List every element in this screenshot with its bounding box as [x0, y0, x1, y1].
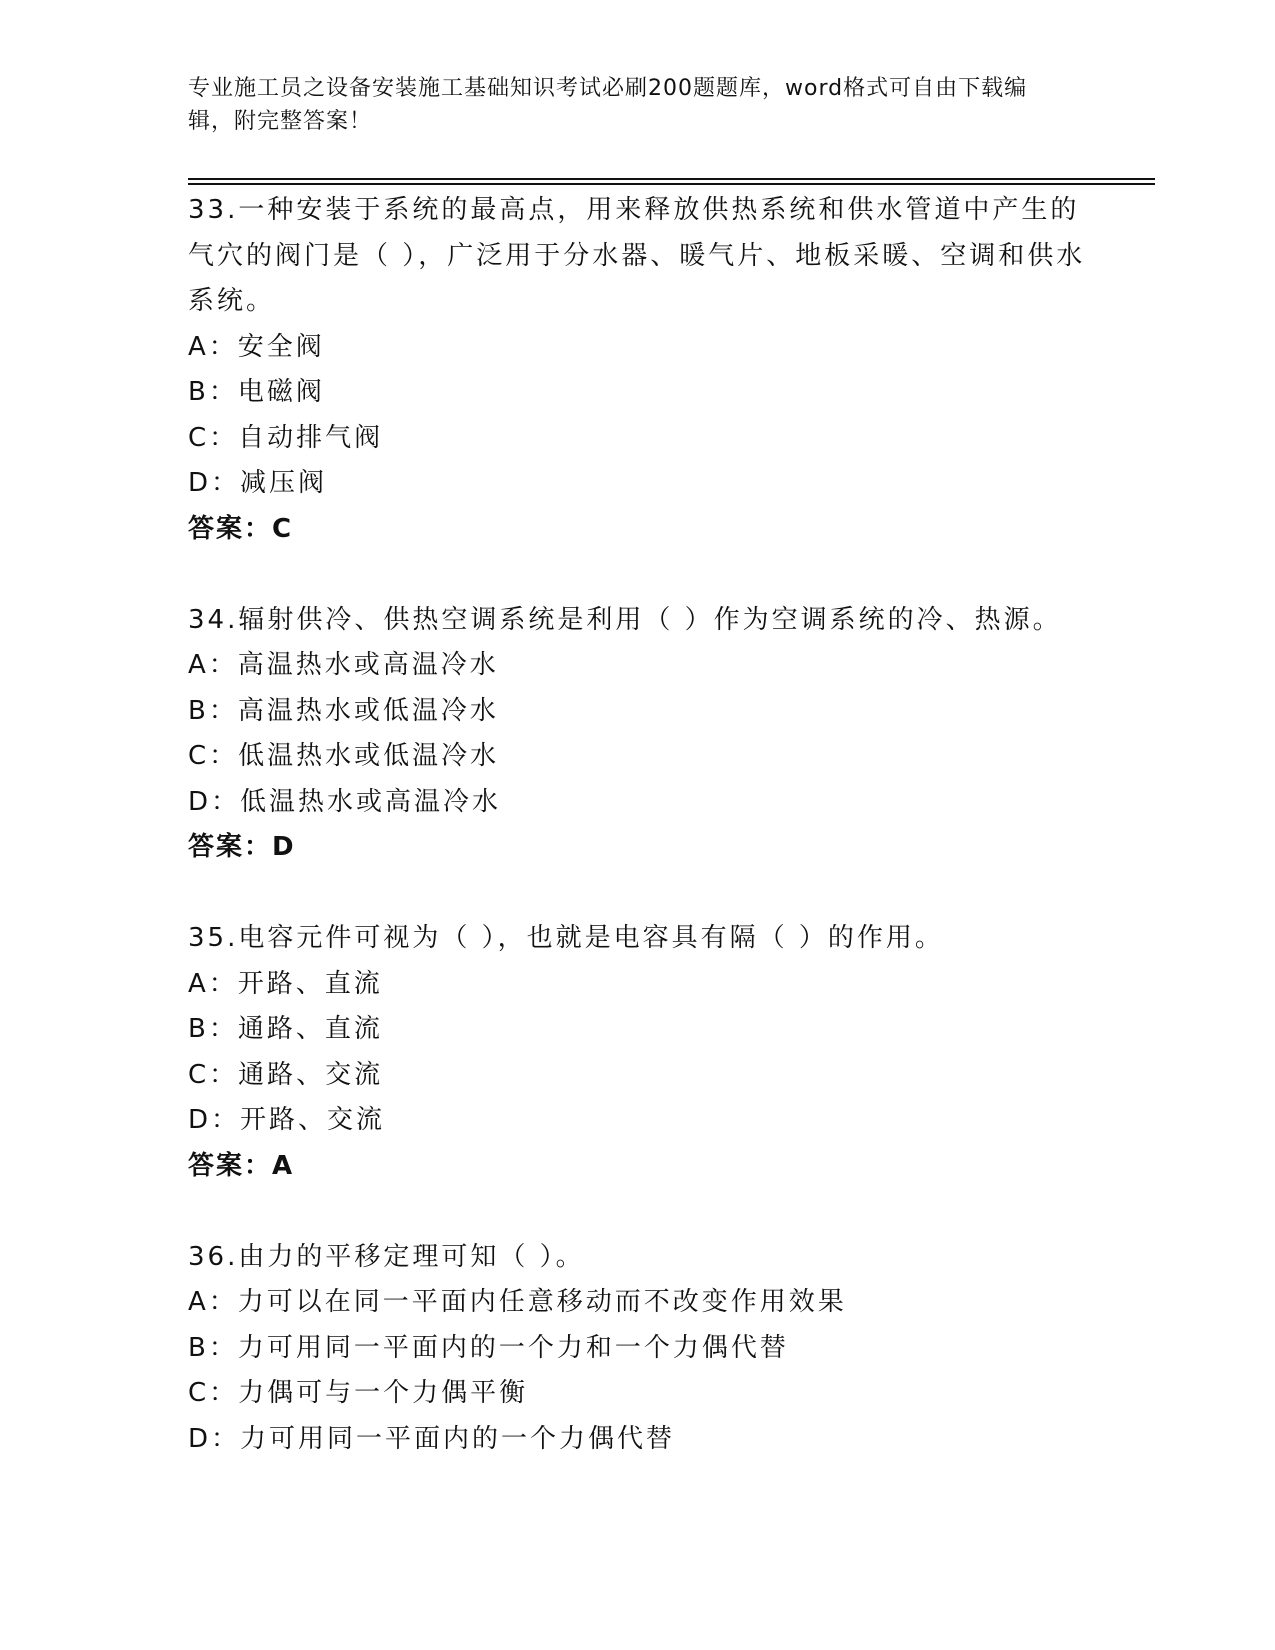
answer: 答案：C — [188, 513, 294, 544]
option-d: D：开路、交流 — [188, 1105, 386, 1135]
question-text: 34.辐射供冷、供热空调系统是利用（ ）作为空调系统的冷、热源。 — [188, 604, 1062, 635]
option-c: C：力偶可与一个力偶平衡 — [188, 1378, 529, 1408]
option-a: A：开路、直流 — [188, 968, 383, 999]
option-a: A：高温热水或高温冷水 — [188, 650, 499, 680]
option-b: B：电磁阀 — [188, 377, 325, 407]
option-c: C：低温热水或低温冷水 — [188, 741, 500, 771]
option-c: C：自动排气阀 — [188, 422, 384, 453]
option-b: B：力可用同一平面内的一个力和一个力偶代替 — [188, 1332, 789, 1363]
question-34 — [188, 598, 1088, 871]
option-c: C：通路、交流 — [188, 1059, 384, 1090]
question-36 — [188, 1235, 1088, 1463]
question-spacer — [188, 871, 1088, 917]
option-d: D：力可用同一平面内的一个力偶代替 — [188, 1423, 676, 1454]
header-divider-top — [188, 178, 1155, 180]
question-text: 35.电容元件可视为（ ），也就是电容具有隔（ ）的作用。 — [188, 923, 944, 953]
option-d: D：减压阀 — [188, 468, 328, 498]
header-divider-bottom — [188, 183, 1155, 185]
answer: 答案：A — [188, 1150, 295, 1181]
question-spacer — [188, 1189, 1088, 1235]
question-35 — [188, 916, 1088, 1189]
option-b: B：高温热水或低温冷水 — [188, 695, 499, 726]
option-d: D：低温热水或高温冷水 — [188, 786, 502, 817]
question-spacer — [188, 552, 1088, 598]
option-a: A：安全阀 — [188, 331, 325, 362]
question-list — [188, 188, 1088, 1462]
answer: 答案：D — [188, 832, 296, 862]
question-33 — [188, 188, 1088, 552]
option-b: B：通路、直流 — [188, 1014, 383, 1044]
option-a: A：力可以在同一平面内任意移动而不改变作用效果 — [188, 1287, 847, 1317]
question-text: 36.由力的平移定理可知（ ）。 — [188, 1241, 585, 1272]
document-header: 专业施工员之设备安装施工基础知识考试必刷200题题库，word格式可自由下载编辑，附完整答案！ — [188, 76, 1028, 134]
question-text: 33.一种安装于系统的最高点，用来释放供热系统和供水管道中产生的气穴的阀门是（ ），广泛用于分水器、暖气片、地板采暖、空调和供水系统。 — [188, 195, 1086, 316]
